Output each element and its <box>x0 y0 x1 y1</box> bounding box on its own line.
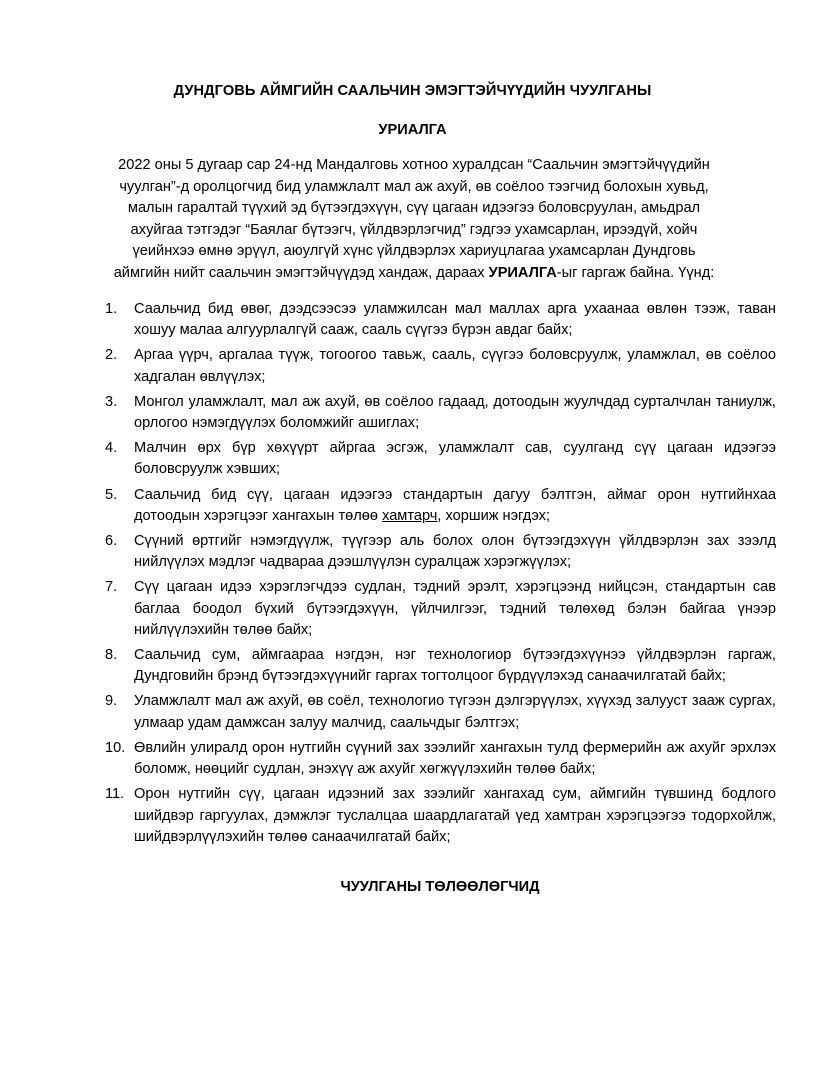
list-item-text: Сүүний өртгийг нэмэгдүүлж, түүгээр аль болох олон бүтээгдэхүүн үйлдвэрлэн зах зээлд нийлүүлэх мэдлэг чадвараа дээшлүүлэн суралцаж хэрэгжүүлэх; <box>134 532 776 571</box>
list-item <box>105 438 776 481</box>
list-item <box>105 392 776 435</box>
list-item-number: 9. <box>105 693 118 710</box>
list-item-text: Сүү цагаан идээ хэрэглэгчдээ судлан, тэдний эрэлт, хэрэгцээнд нийцсэн, стандартын сав баглаа боодол бүхий бүтээгдэхүүн, үйлчилгээг, тэдний төлөхөд бэлэн байгаа үнээр нийлүүлэхийн төлөө байх; <box>134 579 776 638</box>
list-item <box>105 645 776 688</box>
list-item-number: 4. <box>105 440 118 457</box>
list-item-number: 10. <box>105 739 126 756</box>
intro-bold-text: УРИАЛГА <box>488 264 557 281</box>
appeal-list <box>105 299 776 852</box>
list-item-number: 3. <box>105 393 118 410</box>
list-item <box>105 577 776 641</box>
intro-text: 2022 оны 5 дугаар сар 24-нд Мандалговь хотноо хуралдсан “Саальчин эмэгтэйчүүдийн чуулган”-д оролцогчид бид уламжлалт мал аж ахуй, өв соёлоо тээгчид болохын хувьд, малын гаралтай түүхий эд бүтээгдэхүүн, сүү цагаан идээгээ боловсруулан, амьдрал ахуйгаа тэтгэдэг “Баялаг бүтээгч, үйлдвэрлэгчид” гэдгээ ухамсарлан, ирээдүй, хойч үеийнхээ өмнө эрүүл, аюулгүй хүнс үйлдвэрлэх хариуцлагаа ухамсарлан Дундговь аймгийн нийт саальчин эмэгтэйчүүдэд хандаж, дараах <box>113 157 710 281</box>
list-item-text: Малчин өрх бүр хөхүүрт айргаа эсгэж, уламжлалт сав, суулганд сүү цагаан идээгээ боловсруулж хэвших; <box>134 440 776 478</box>
list-item-text: Монгол уламжлалт, мал аж ахуй, өв соёлоо гадаад, дотоодын жуулчдад сурталчлан таниулж, орлогоо нэмэгдүүлэх боломжийг ашиглах; <box>134 393 776 432</box>
intro-paragraph <box>112 155 716 285</box>
list-item-number: 1. <box>105 301 118 317</box>
list-item-text: Саальчид бид өвөг, дээдсээсээ уламжилсан мал маллах арга ухаанаа өвлөн тээж, таван хошуу малаа алгуурлалгүй сааж, сааль сүүгээ бүрэн авдаг байх; <box>134 301 776 339</box>
delegates-heading: ЧУУЛГАНЫ ТӨЛӨӨЛӨГЧИД <box>340 879 540 895</box>
list-item-number: 7. <box>105 579 118 596</box>
list-item <box>105 784 776 848</box>
list-item-text: Орон нутгийн сүү, цагаан идээний зах зээлийг хангахад сум, аймгийн түвшинд бодлого шийдвэр гаргуулах, дэмжлэг туслалцаа шаардлагатай үед хамтран хэрэгцээгээ тодорхойлж, шийдвэрлүүлэхийн төлөө санаачилгатай байх; <box>134 786 776 845</box>
list-item-number: 5. <box>105 486 118 503</box>
list-item-text: Саальчид бид сүү, цагаан идээгээ стандартын дагуу бэлтгэн, аймаг орон нутгийнхаа дотоодын хэрэгцээг хангахын төлөө <box>134 486 776 524</box>
list-item <box>105 738 776 781</box>
list-item-number: 2. <box>105 347 118 364</box>
list-item-text: Саальчид сум, аймгаараа нэгдэн, нэг технологиор бүтээгдэхүүнээ үйлдвэрлэн гаргаж, Дундговийн брэнд бүтээгдэхүүнийг гаргах тогтолцоог бүрдүүлэхэд санаачилгатай байх; <box>134 647 776 685</box>
list-item-text: Аргаа үүрч, аргалаа түүж, тогоогоо тавьж, сааль, сүүгээ боловсруулж, уламжлал, өв соёлоо хадгалан өвлүүлэх; <box>134 347 776 385</box>
intro-text-end: -ыг гаргаж байна. Үүнд: <box>556 264 715 281</box>
list-item <box>105 691 776 734</box>
list-item-text: Уламжлалт мал аж ахуй, өв соёл, технологио түгээн дэлгэрүүлэх, хүүхэд залууст зааж сургах, улмаар удам дамжсан залуу малчид, саальчдыг бэлтгэх; <box>134 693 776 731</box>
document-subtitle: УРИАЛГА <box>378 122 447 138</box>
list-item <box>105 299 776 342</box>
list-item-number: 11. <box>105 786 125 803</box>
list-item <box>105 345 776 388</box>
list-item-underlined-text: хамтарч <box>382 507 438 524</box>
list-item-text: Өвлийн улиралд орон нутгийн сүүний зах зээлийг хангахын тулд фермерийн аж ахуйг эрхлэх боломж, нөөцийг судлан, энэхүү аж ахуйг хөгжүүлэхийн төлөө байх; <box>134 739 776 778</box>
list-item-number: 6. <box>105 532 118 549</box>
document-title: ДУНДГОВЬ АЙМГИЙН СААЛЬЧИН ЭМЭГТЭЙЧҮҮДИЙН ЧУУЛГАНЫ <box>173 83 652 99</box>
list-item <box>105 485 776 528</box>
list-item-text-end: , хоршиж нэгдэх; <box>437 507 551 524</box>
list-item-number: 8. <box>105 647 118 664</box>
list-item <box>105 531 776 574</box>
